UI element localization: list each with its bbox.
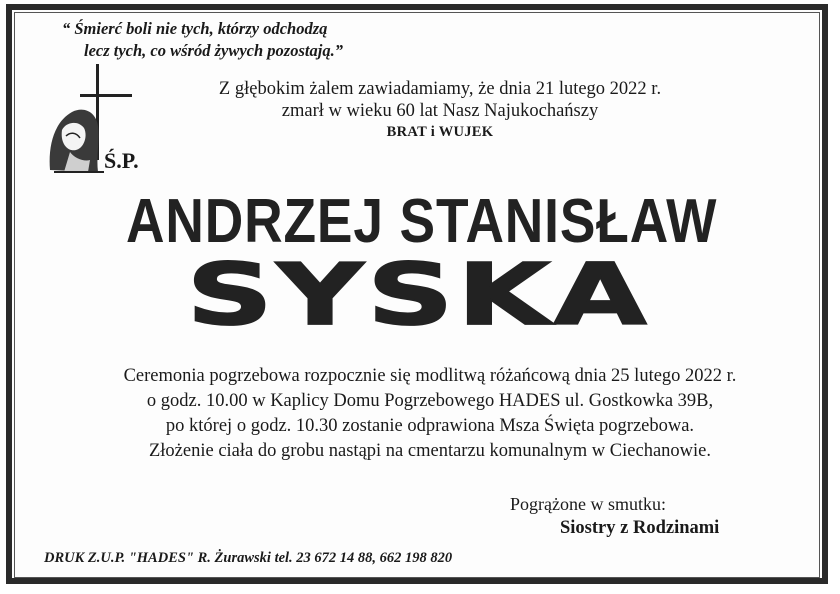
quote-line-2: lecz tych, co wśród żywych pozostają.” bbox=[84, 41, 343, 60]
ceremony-info bbox=[60, 364, 800, 464]
announcement-line-1: Z głębokim żalem zawiadamiamy, że dnia 21 lutego 2022 r. bbox=[218, 79, 662, 99]
ceremony-line-3: po której o godz. 10.30 zostanie odprawiona Msza Święta pogrzebowa. bbox=[165, 416, 695, 436]
announcement bbox=[160, 78, 720, 122]
deceased-first-names: ANDRZEJ STANISŁAW bbox=[126, 187, 718, 256]
ceremony-line-1: Ceremonia pogrzebowa rozpocznie się modlitwą różańcową dnia 25 lutego 2022 r. bbox=[123, 366, 737, 386]
announcement-line-2: zmarł w wieku 60 lat Nasz Najukochańszy bbox=[281, 101, 599, 121]
deceased-surname: SYSKA bbox=[186, 246, 651, 345]
sp-prefix: Ś.P. bbox=[104, 148, 139, 173]
mourners-label: Pogrążone w smutku: bbox=[510, 494, 666, 514]
mourners-names: Siostry z Rodzinami bbox=[560, 518, 720, 538]
quote-line-1: “ Śmierć boli nie tych, którzy odchodzą bbox=[62, 19, 328, 38]
ceremony-line-2: o godz. 10.00 w Kaplicy Domu Pogrzebowego HADES ul. Gostkowka 39B, bbox=[146, 391, 714, 411]
relation-label: BRAT i WUJEK bbox=[386, 124, 494, 140]
ceremony-line-4: Złożenie ciała do grobu nastąpi na cmentarzu komunalnym w Ciechanowie. bbox=[148, 441, 711, 461]
printer-footer: DRUK Z.U.P. "HADES" R. Żurawski tel. 23 672 14 88, 662 198 820 bbox=[44, 550, 453, 566]
quote bbox=[62, 18, 442, 62]
